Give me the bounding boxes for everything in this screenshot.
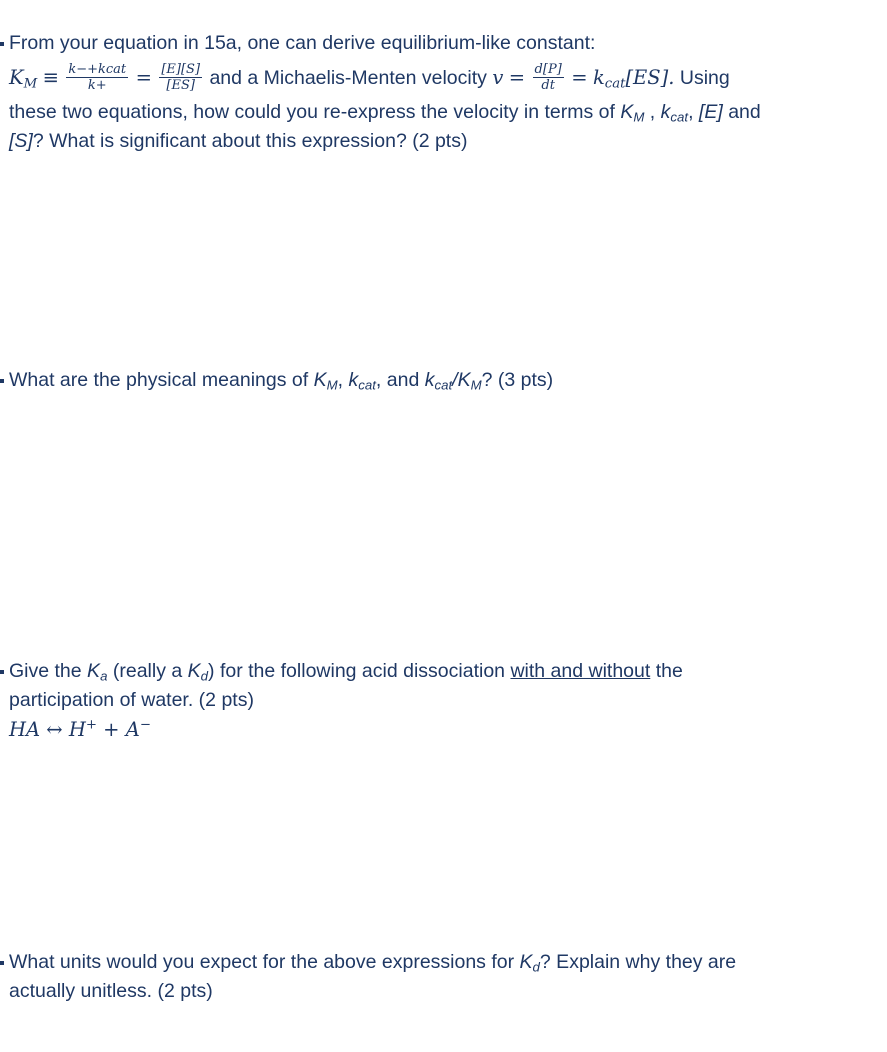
l3-enzyme: [E]: [698, 101, 723, 123]
q2-line-1: [9, 366, 879, 395]
km-conc-numerator: [E][S]: [161, 62, 201, 78]
l3-km: $K_M$: [620, 101, 645, 125]
q2-km: $K_M$: [313, 369, 338, 393]
km-rate-fraction: [66, 62, 128, 93]
q2-ratio: $k_{cat}/K_M$: [424, 369, 482, 393]
eq-ha: HA: [9, 718, 41, 741]
km-rate-denominator: k+: [87, 78, 107, 94]
km-conc-denominator: [ES]: [166, 78, 195, 94]
q3-underlined-text: with and without: [510, 660, 651, 682]
q2-text-c: ? (3 pts): [481, 369, 554, 391]
l4-text: ? What is significant about this expression? (2 pts): [32, 130, 468, 152]
kcat-symbol: $k_{cat}$: [592, 66, 626, 92]
q1-text-mid: and a Michaelis-Menten velocity: [209, 67, 487, 89]
velocity-symbol: v: [492, 66, 504, 89]
question-2: [9, 366, 879, 395]
bullet-marker: [0, 670, 4, 674]
question-1: [9, 29, 879, 156]
q3-kd: $K_d$: [187, 660, 209, 684]
km-concentration-fraction: [159, 62, 202, 93]
l3-comma: ,: [644, 101, 656, 123]
q3-line-1: [9, 657, 879, 686]
q4-kd: $K_d$: [519, 951, 540, 975]
l3-and: and: [728, 101, 761, 123]
q3-text-d: the: [655, 660, 683, 682]
q3-text-a: Give the: [9, 660, 82, 682]
q2-comma: ,: [337, 369, 344, 391]
question-3: [9, 657, 879, 744]
bullet-marker: [0, 379, 4, 383]
question-4: [9, 948, 879, 1006]
q4-line-2: actually unitless. (2 pts): [9, 980, 213, 1002]
bullet-marker: [0, 42, 4, 46]
q4-text-b: ? Explain why they are: [539, 951, 737, 973]
double-arrow-icon: ↔: [46, 718, 63, 741]
es-term: [ES].: [625, 66, 675, 89]
q2-text-a: What are the physical meanings of: [9, 369, 309, 391]
equiv-sign: ≡: [42, 66, 59, 89]
eq-plus: +: [103, 718, 120, 741]
q1-line3-text: these two equations, how could you re-express the velocity in terms of: [9, 101, 615, 123]
derivative-denominator: dt: [541, 78, 555, 94]
q3-text-b: (really a: [112, 660, 183, 682]
l3-kcat: $k_{cat}$: [660, 101, 689, 125]
eq-h: H+: [68, 717, 97, 741]
derivative-numerator: d[P]: [534, 62, 562, 78]
equals-sign: =: [135, 66, 152, 89]
km-symbol: $K_M$: [9, 66, 38, 92]
q2-kcat: $k_{cat}$: [348, 369, 376, 393]
l3-comma-2: ,: [688, 101, 694, 123]
km-rate-numerator: k−+kcat: [68, 62, 127, 78]
q1-line-3: [9, 98, 879, 127]
q1-intro: From your equation in 15a, one can derive equilibrium-like constant:: [9, 32, 596, 54]
derivative-fraction: [533, 62, 564, 93]
q1-text-using: Using: [679, 67, 730, 89]
q4-text-a: What units would you expect for the above expressions for: [9, 951, 515, 973]
q2-text-b: , and: [375, 369, 420, 391]
q3-text-c: ) for the following acid dissociation: [208, 660, 506, 682]
l4-substrate: [S]: [9, 130, 33, 152]
q3-ka: $K_a$: [87, 660, 108, 684]
q1-line-4: [9, 127, 879, 156]
q1-equation-line: [9, 58, 879, 98]
equals-sign-2: =: [508, 66, 526, 89]
q3-line-2: participation of water. (2 pts): [9, 689, 254, 711]
acid-dissociation-equation: [9, 715, 879, 744]
bullet-marker: [0, 961, 4, 965]
equals-sign-3: =: [571, 66, 588, 89]
q4-line-1: [9, 948, 879, 977]
eq-a: A−: [125, 717, 151, 741]
